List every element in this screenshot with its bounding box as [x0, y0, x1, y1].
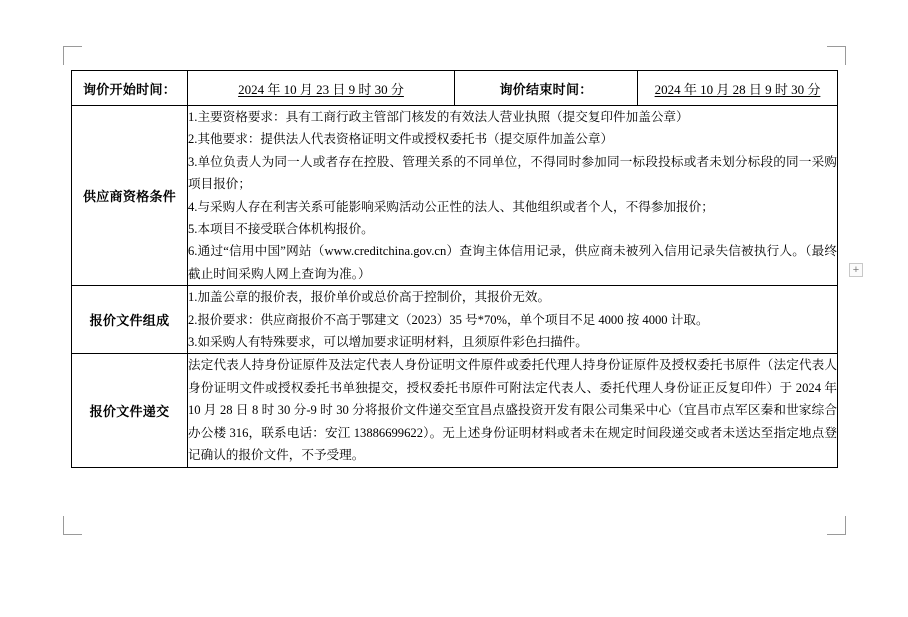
list-item: 3.单位负责人为同一人或者存在控股、管理关系的不同单位，不得同时参加同一标段投标或者未划分标段的同一采购项目报价；: [188, 154, 837, 192]
table-row-quotation-submission: [72, 354, 838, 467]
end-time-label: 询价结束时间：: [455, 71, 638, 106]
start-time-value: [188, 71, 455, 106]
crop-mark-bottom-left: [63, 516, 82, 535]
expand-plus-button[interactable]: +: [849, 263, 863, 277]
paragraph: 法定代表人持身份证原件及法定代表人身份证明文件原件或委托代理人持身份证原件及授权委托书原件（法定代表人身份证明文件或授权委托书单独提交，授权委托书原件可附法定代表人、委托代理人身份证正反复印件）于 2024 年 10 月 28 日 8 时 30 分-9 时 30 分将报价文件递交至宜昌点盛投资开发有限公司集采中心（宜昌市点军区秦和世家综合办公楼 316，联系电话：安江 13886699622）。无上述身份证明材料或者未在规定时间段递交或者未送达至指定地点登记确认的报价文件，不予受理。: [188, 358, 837, 463]
table-row-time: [72, 71, 838, 106]
row-label-supplier-qualification: 供应商资格条件: [72, 106, 188, 286]
table-row-quotation-composition: [72, 286, 838, 354]
row-label-quotation-composition: 报价文件组成: [72, 286, 188, 354]
row-label-quotation-submission: 报价文件递交: [72, 354, 188, 467]
end-time-text: 2024 年 10 月 28 日 9 时 30 分: [654, 81, 821, 97]
crop-mark-bottom-right: [827, 516, 846, 535]
list-item: 1.加盖公章的报价表，报价单价或总价高于控制价，其报价无效。: [188, 290, 551, 305]
start-time-text: 2024 年 10 月 23 日 9 时 30 分: [238, 81, 404, 97]
row-content-quotation-composition: [188, 286, 838, 354]
list-item: 1.主要资格要求：具有工商行政主管部门核发的有效法人营业执照（提交复印件加盖公章）: [188, 110, 689, 124]
crop-mark-top-right: [827, 46, 846, 65]
table-row-qualification: [72, 106, 838, 286]
inquiry-requirements-table: [71, 70, 838, 468]
end-time-value: [638, 71, 838, 106]
list-item: 6.通过“信用中国”网站（www.creditchina.gov.cn）查询主体信用记录，供应商未被列入信用记录失信被执行人。（最终截止时间采购人网上查询为准。）: [188, 244, 837, 281]
crop-mark-top-left: [63, 46, 82, 65]
start-time-label: 询价开始时间：: [72, 71, 188, 106]
list-item: 5.本项目不接受联合体机构报价。: [188, 222, 374, 237]
list-item: 3.如采购人有特殊要求，可以增加要求证明材料，且须原件彩色扫描件。: [188, 335, 588, 350]
list-item: 4.与采购人存在利害关系可能影响采购活动公正性的法人、其他组织或者个人，不得参加报价；: [188, 199, 714, 214]
row-content-quotation-submission: [188, 354, 838, 467]
list-item: 2.其他要求：提供法人代表资格证明文件或授权委托书（提交原件加盖公章）: [188, 132, 614, 147]
list-item: 2.报价要求：供应商报价不高于鄂建文（2023）35 号*70%，单个项目不足 4000 按 4000 计取。: [188, 312, 709, 327]
row-content-supplier-qualification: [188, 106, 838, 286]
